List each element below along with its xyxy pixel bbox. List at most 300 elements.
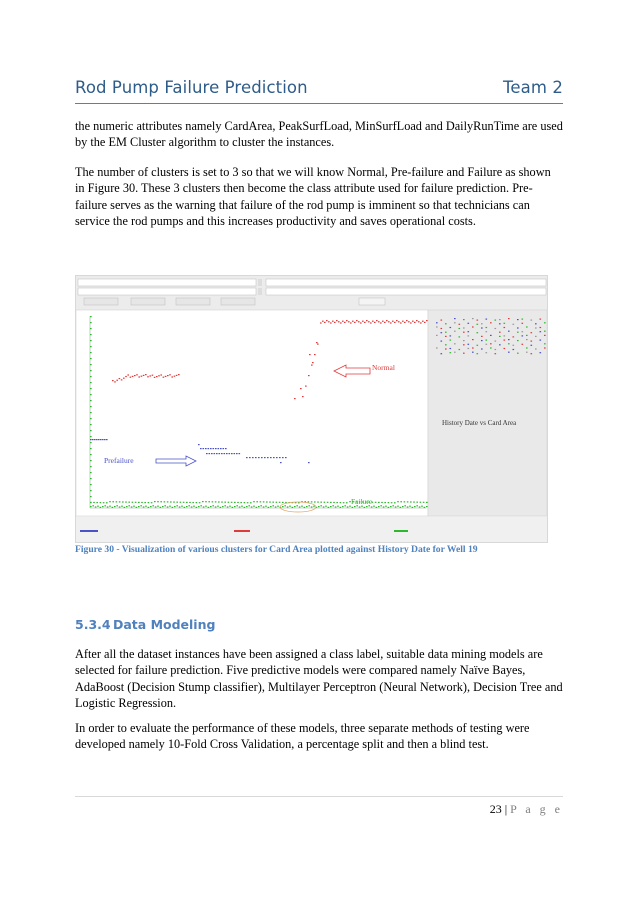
failure-point	[375, 502, 377, 503]
failure-point	[164, 505, 166, 506]
prefailure-point	[239, 453, 241, 454]
failure-point	[90, 328, 92, 329]
side-panel-mark	[513, 349, 515, 350]
side-panel-mark	[504, 323, 506, 324]
normal-point	[130, 377, 132, 378]
normal-point	[412, 321, 414, 322]
side-panel-mark	[463, 327, 465, 328]
failure-point	[150, 506, 152, 507]
failure-point	[184, 507, 186, 508]
failure-point	[116, 501, 118, 502]
failure-point	[269, 501, 271, 502]
failure-point	[400, 507, 402, 508]
failure-point	[104, 505, 106, 506]
normal-point	[404, 322, 406, 323]
prefailure-point	[211, 453, 213, 454]
failure-point	[296, 505, 298, 506]
failure-point	[224, 502, 226, 503]
side-panel-mark	[490, 335, 492, 336]
prefailure-point	[276, 457, 278, 458]
side-panel-mark	[504, 327, 506, 328]
side-panel-mark	[540, 340, 542, 341]
normal-point	[400, 322, 402, 323]
prefailure-point	[273, 457, 275, 458]
normal-point	[414, 322, 416, 323]
failure-point	[380, 505, 382, 506]
failure-point	[381, 502, 383, 503]
failure-point	[247, 502, 249, 503]
failure-point	[289, 506, 291, 507]
failure-point	[126, 506, 128, 507]
prefailure-point	[90, 439, 92, 440]
failure-point	[346, 502, 348, 503]
prefailure-point	[104, 439, 106, 440]
side-panel-mark	[504, 340, 506, 341]
failure-point	[241, 506, 243, 507]
failure-point	[203, 506, 205, 507]
failure-point	[407, 501, 409, 502]
normal-point	[422, 321, 424, 322]
failure-point	[119, 501, 121, 502]
prefailure-point	[264, 457, 266, 458]
failure-point	[258, 506, 260, 507]
prefailure-point	[261, 457, 263, 458]
normal-point	[348, 321, 350, 322]
prefailure-point	[223, 448, 225, 449]
failure-point	[227, 506, 229, 507]
failure-point	[205, 501, 207, 502]
failure-point	[215, 506, 217, 507]
failure-point	[90, 376, 92, 377]
prefailure-point	[280, 462, 282, 463]
failure-point	[90, 394, 92, 395]
failure-point	[404, 501, 406, 502]
prefailure-point	[100, 439, 102, 440]
normal-point	[132, 376, 134, 377]
side-panel-mark	[531, 345, 533, 346]
failure-point	[330, 506, 332, 507]
failure-point	[90, 358, 92, 359]
side-panel-mark	[477, 324, 479, 325]
failure-point	[114, 506, 116, 507]
normal-point	[346, 320, 348, 321]
failure-point	[304, 507, 306, 508]
failure-point	[107, 506, 109, 507]
failure-point	[410, 501, 412, 502]
side-panel-mark	[481, 336, 483, 337]
side-panel-mark	[499, 344, 501, 345]
failure-point	[102, 506, 104, 507]
prefailure-point	[249, 457, 251, 458]
prefailure-point	[216, 453, 218, 454]
normal-point	[386, 320, 388, 321]
prefailure-point	[208, 448, 210, 449]
normal-point	[119, 378, 121, 379]
side-panel-mark	[508, 339, 510, 340]
failure-point	[138, 502, 140, 503]
side-panel-mark	[526, 335, 528, 336]
normal-point	[302, 396, 304, 397]
failure-point	[424, 507, 426, 508]
failure-point	[167, 501, 169, 502]
side-panel-mark	[522, 344, 524, 345]
side-panel-mark	[441, 353, 443, 354]
normal-point	[176, 375, 178, 376]
failure-point	[189, 502, 191, 503]
failure-point	[313, 506, 315, 507]
side-panel-mark	[486, 340, 488, 341]
failure-point	[132, 502, 134, 503]
side-panel-mark	[499, 332, 501, 333]
failure-point	[180, 502, 182, 503]
failure-point	[124, 507, 126, 508]
side-panel-mark	[486, 331, 488, 332]
side-panel-mark	[481, 327, 483, 328]
side-panel-mark	[450, 352, 452, 353]
prefailure-point	[220, 448, 222, 449]
side-panel-mark	[517, 327, 519, 328]
failure-point	[308, 501, 310, 502]
failure-point	[90, 406, 92, 407]
failure-point	[378, 506, 380, 507]
side-panel-mark	[472, 352, 474, 353]
normal-point	[317, 344, 319, 345]
page-header	[75, 74, 563, 102]
prefailure-point	[206, 453, 208, 454]
normal-point	[174, 376, 176, 377]
normal-point	[408, 321, 410, 322]
side-panel-mark	[459, 349, 461, 350]
failure-point	[277, 506, 279, 507]
failure-point	[90, 430, 92, 431]
side-panel-mark	[517, 332, 519, 333]
failure-point	[342, 506, 344, 507]
prefailure-point	[270, 457, 272, 458]
failure-point	[198, 506, 200, 507]
side-panel-mark	[513, 336, 515, 337]
failure-point	[423, 502, 425, 503]
side-panel-mark	[441, 320, 443, 321]
side-panel-mark	[540, 352, 542, 353]
normal-point	[372, 321, 374, 322]
side-panel-mark	[463, 332, 465, 333]
normal-point	[320, 322, 322, 323]
failure-point	[340, 507, 342, 508]
prefailure-point	[252, 457, 254, 458]
failure-point	[234, 506, 236, 507]
side-panel-mark	[472, 347, 474, 348]
prefailure-point	[210, 448, 212, 449]
side-panel-mark	[481, 340, 483, 341]
normal-point	[300, 388, 302, 389]
normal-point	[116, 380, 118, 381]
failure-point	[186, 502, 188, 503]
normal-point	[426, 320, 428, 321]
side-panel-mark	[513, 324, 515, 325]
normal-point	[332, 321, 334, 322]
failure-point	[90, 484, 92, 485]
prefailure-point	[203, 448, 205, 449]
side-panel-mark	[544, 322, 546, 323]
failure-point	[330, 502, 332, 503]
prefailure-point	[96, 439, 98, 440]
normal-point	[138, 376, 140, 377]
normal-point	[314, 354, 316, 355]
page-number: 23 |	[489, 802, 508, 816]
side-panel-mark	[495, 353, 497, 354]
failure-point	[183, 502, 185, 503]
failure-point	[148, 502, 150, 503]
side-panel-mark	[441, 341, 443, 342]
figure-caption: Figure 30 - Visualization of various clusters for Card Area plotted against History Date for Well 19	[75, 544, 478, 555]
section-title: Data Modeling	[113, 617, 216, 632]
failure-point	[155, 506, 157, 507]
failure-point	[409, 506, 411, 507]
failure-point	[119, 506, 121, 507]
failure-point	[212, 501, 214, 502]
failure-point	[373, 506, 375, 507]
normal-point	[311, 365, 313, 366]
failure-point	[90, 478, 92, 479]
failure-point	[320, 502, 322, 503]
failure-point	[314, 501, 316, 502]
normal-point	[382, 321, 384, 322]
side-panel-mark	[544, 335, 546, 336]
side-panel-mark	[490, 347, 492, 348]
normal-point	[125, 376, 127, 377]
prefailure-point	[213, 448, 215, 449]
prefailure-point	[94, 439, 96, 440]
side-panel-mark	[526, 339, 528, 340]
failure-point	[162, 506, 164, 507]
failure-point	[90, 340, 92, 341]
label-normal: Normal	[372, 363, 395, 372]
failure-point	[172, 507, 174, 508]
normal-point	[121, 379, 123, 380]
normal-point	[416, 320, 418, 321]
normal-point	[305, 386, 307, 387]
failure-point	[325, 506, 327, 507]
failure-point	[328, 507, 330, 508]
failure-point	[90, 334, 92, 335]
failure-point	[138, 506, 140, 507]
failure-point	[275, 506, 277, 507]
failure-point	[173, 501, 175, 502]
normal-point	[398, 321, 400, 322]
failure-point	[210, 506, 212, 507]
side-panel-mark	[544, 331, 546, 332]
failure-point	[152, 505, 154, 506]
failure-point	[282, 506, 284, 507]
prefailure-point	[209, 453, 211, 454]
prefailure-point	[229, 453, 231, 454]
failure-point	[268, 507, 270, 508]
normal-point	[308, 375, 310, 376]
side-panel-mark	[472, 326, 474, 327]
failure-point	[371, 506, 373, 507]
side-panel-mark	[499, 336, 501, 337]
failure-point	[272, 502, 274, 503]
normal-point	[149, 375, 151, 376]
prefailure-point	[258, 457, 260, 458]
normal-point	[336, 320, 338, 321]
failure-point	[90, 364, 92, 365]
failure-point	[157, 506, 159, 507]
prefailure-point	[285, 457, 287, 458]
failure-point	[404, 505, 406, 506]
failure-point	[224, 505, 226, 506]
failure-point	[366, 506, 368, 507]
failure-point	[169, 506, 171, 507]
normal-point	[322, 321, 324, 322]
side-panel-mark	[450, 348, 452, 349]
prefailure-point	[236, 453, 238, 454]
normal-point	[123, 378, 125, 379]
failure-point	[144, 502, 146, 503]
failure-point	[90, 496, 92, 497]
side-panel-mark	[441, 332, 443, 333]
normal-point	[165, 376, 167, 377]
side-panel-mark	[486, 352, 488, 353]
failure-point	[260, 501, 262, 502]
failure-point	[157, 501, 159, 502]
side-panel-mark	[445, 332, 447, 333]
side-panel-mark	[468, 331, 470, 332]
failure-point	[284, 505, 286, 506]
failure-point	[218, 501, 220, 502]
normal-point	[145, 374, 147, 375]
failure-point	[116, 505, 118, 506]
normal-point	[418, 321, 420, 322]
normal-point	[112, 380, 114, 381]
failure-point	[240, 502, 242, 503]
side-panel-mark	[508, 331, 510, 332]
footer-rule	[75, 796, 563, 797]
failure-point	[336, 502, 338, 503]
normal-point	[392, 321, 394, 322]
side-panel-mark	[535, 336, 537, 337]
prefailure-point	[219, 453, 221, 454]
failure-point	[234, 502, 236, 503]
failure-point	[170, 501, 172, 502]
normal-point	[376, 320, 378, 321]
paragraph-testing: In order to evaluate the performance of these models, three separate methods of testing were developed namely 10-Fold Cross Validation, a percentage split and then a blind test.	[75, 721, 530, 752]
side-panel-mark	[531, 320, 533, 321]
side-panel-mark	[468, 323, 470, 324]
failure-point	[122, 501, 124, 502]
failure-point	[311, 501, 313, 502]
failure-point	[413, 501, 415, 502]
normal-point	[366, 320, 368, 321]
normal-point	[326, 320, 328, 321]
failure-point	[324, 502, 326, 503]
failure-point	[167, 506, 169, 507]
normal-point	[330, 322, 332, 323]
failure-point	[416, 502, 418, 503]
failure-point	[109, 501, 111, 502]
failure-point	[260, 505, 262, 506]
failure-point	[100, 507, 102, 508]
failure-point	[347, 506, 349, 507]
failure-point	[388, 502, 390, 503]
side-panel-mark	[508, 352, 510, 353]
prefailure-point	[106, 439, 108, 440]
normal-point	[406, 320, 408, 321]
failure-point	[186, 506, 188, 507]
failure-point	[392, 505, 394, 506]
normal-point	[380, 322, 382, 323]
side-panel-mark	[463, 344, 465, 345]
side-panel-mark	[481, 323, 483, 324]
side-panel-mark	[486, 327, 488, 328]
failure-point	[343, 502, 345, 503]
failure-point	[109, 506, 111, 507]
failure-point	[228, 502, 230, 503]
side-panel-mark	[522, 319, 524, 320]
prefailure-point	[215, 448, 217, 449]
normal-point	[356, 320, 358, 321]
side-panel-mark	[531, 353, 533, 354]
failure-point	[276, 502, 278, 503]
prefailure-point	[234, 453, 236, 454]
header-team: Team 2	[503, 78, 563, 97]
failure-point	[90, 448, 92, 449]
failure-point	[383, 506, 385, 507]
side-panel-mark	[526, 347, 528, 348]
failure-point	[272, 505, 274, 506]
failure-point	[90, 460, 92, 461]
failure-point	[196, 502, 198, 503]
failure-point	[229, 506, 231, 507]
failure-point	[388, 507, 390, 508]
failure-point	[390, 506, 392, 507]
failure-point	[359, 506, 361, 507]
normal-point	[309, 354, 311, 355]
side-panel-mark	[535, 323, 537, 324]
failure-point	[164, 501, 166, 502]
normal-point	[158, 375, 160, 376]
failure-point	[92, 505, 94, 506]
normal-point	[370, 322, 372, 323]
failure-point	[145, 506, 147, 507]
failure-point	[394, 502, 396, 503]
failure-point	[306, 506, 308, 507]
failure-point	[176, 502, 178, 503]
failure-point	[426, 506, 428, 507]
failure-point	[90, 418, 92, 419]
failure-point	[412, 507, 414, 508]
side-panel-mark	[486, 319, 488, 320]
failure-point	[244, 507, 246, 508]
failure-point	[376, 507, 378, 508]
failure-point	[232, 507, 234, 508]
prefailure-point	[198, 444, 200, 445]
failure-point	[416, 505, 418, 506]
side-panel-mark	[454, 331, 456, 332]
prefailure-point	[225, 448, 227, 449]
side-panel-mark	[445, 348, 447, 349]
side-panel-mark	[445, 344, 447, 345]
prefailure-point	[214, 453, 216, 454]
failure-point	[294, 506, 296, 507]
failure-point	[253, 506, 255, 507]
failure-point	[397, 506, 399, 507]
failure-point	[327, 502, 329, 503]
normal-point	[394, 322, 396, 323]
side-panel-mark	[517, 319, 519, 320]
failure-point	[90, 436, 92, 437]
side-panel-mark	[459, 328, 461, 329]
